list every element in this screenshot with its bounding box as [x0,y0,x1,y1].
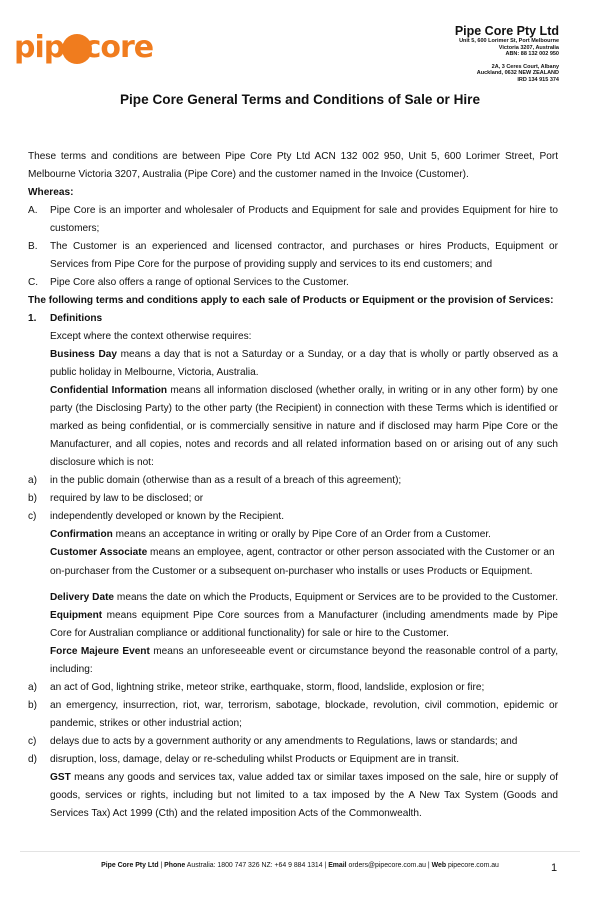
definition-text: means an unforeseeable event or circumstance beyond the reasonable control of a party, including: [50,646,559,675]
list-item [28,751,558,769]
term: Confidential Information [50,385,168,396]
section-title: Definitions [50,313,103,324]
recital-text: Pipe Core is an importer and wholesaler of Products and Equipment for sale and provides Equipment for hire to customers; [50,205,558,234]
footer-web[interactable]: pipecore.com.au [446,862,499,869]
list-label: c) [28,736,37,747]
term: Confirmation [50,529,113,540]
list-label: b) [28,493,37,504]
definition-confidential-information [28,382,558,472]
company-address-line-4: Auckland, 0632 NEW ZEALAND [476,70,559,76]
footer-email-label: Email [328,862,347,869]
definition-business-day [28,346,558,382]
list-label: c) [28,511,37,522]
definition-text: means all information disclosed (whether orally, in writing or in any other form) by one party (the Disclosing Party) to the other party (the Recipient) in connection with these Terms which is identified or marked as being confidential, or is commercially sensitive in nature and if disclosed may harm Pipe Core or the Manufacturer, and all copies, notes and records and all related information based on or arising out of any such disclosure which is not: [50,385,558,468]
list-label: b) [28,700,37,711]
footer-separator: | [158,862,165,869]
list-item [28,697,558,733]
recital-text: Pipe Core also offers a range of optional Services to the Customer. [50,277,349,288]
footer-phone: Australia: 1800 747 326 NZ: +64 9 884 1314 [185,862,323,869]
recital-label: B. [28,241,38,252]
footer-separator: | [322,862,329,869]
except-clause: Except where the context otherwise requires: [50,331,252,342]
recital-item [28,238,558,274]
list-item [28,733,558,751]
intro-paragraph: These terms and conditions are between Pipe Core Pty Ltd ACN 132 002 950, Unit 5, 600 Lorimer Street, Port Melbourne Victoria 3207, Australia (Pipe Core) and the customer named in the Invoice (Customer). [28,151,558,180]
definition-gst [28,769,558,823]
list-item [28,472,558,490]
company-ird: IRD 134 915 374 [517,76,559,83]
list-item [28,679,558,697]
whereas-heading: Whereas: [28,187,74,198]
list-text: an emergency, insurrection, riot, war, terrorism, sabotage, blockade, revolution, civil commotion, epidemic or pandemic, strikes or other industrial action; [50,700,558,729]
footer-divider [20,851,580,852]
definition-text: means an acceptance in writing or orally by Pipe Core of an Order from a Customer. [112,529,491,540]
list-label: a) [28,475,37,486]
term: GST [50,772,71,783]
recital-item [28,274,558,292]
section-number: 1. [28,313,37,324]
definition-text: means any goods and services tax, value added tax or similar taxes imposed on the sale, hire or supply of goods, services or rights, including but not limited to a tax imposed by the A New Tax System (Goods and Services Tax) Act 1999 (Cth) and the related imposition Acts of the Commonwealth. [50,772,558,819]
company-address-line-1: Unit 5, 600 Lorimer St, Port Melbourne [459,38,559,44]
logo-text: pipecore [14,30,154,65]
list-text: required by law to be disclosed; or [50,493,204,504]
company-address-line-3: 2A, 3 Ceres Court, Albany [491,63,559,70]
list-text: delays due to acts by a government authority or any amendments to Regulations, laws or standards; and [50,736,518,747]
footer-web-label: Web [431,862,447,869]
footer-phone-label: Phone [164,862,186,869]
definition-text: means a day that is not a Saturday or a Sunday, or a day that is wholly or partly observed as a public holiday in Melbourne, Victoria, Australia. [50,349,558,378]
document-title: Pipe Core General Terms and Conditions of Sale or Hire [119,92,481,107]
list-text: disruption, loss, damage, delay or re-scheduling whilst Products or Equipment are in transit. [50,754,459,765]
definition-confirmation [28,526,558,544]
term: Delivery Date [50,592,115,603]
definition-text: means the date on which the Products, Equipment or Services are to be provided to the Customer. [114,592,559,603]
list-text: an act of God, lightning strike, meteor strike, earthquake, storm, flood, landslide, explosion or fire; [50,682,485,693]
document-body [28,148,558,823]
recital-text: The Customer is an experienced and licensed contractor, and purchases or hires Products, Equipment or Services from Pipe Core for the purpose of providing supply and services to its end customers; and [50,241,558,270]
list-text: independently developed or known by the Recipient. [50,511,284,522]
term: Force Majeure Event [50,646,150,657]
section-heading [28,310,558,328]
recital-item [28,202,558,238]
definition-force-majeure [28,643,558,679]
recital-label: C. [28,277,39,288]
recital-label: A. [28,205,38,216]
list-item [28,490,558,508]
list-label: a) [28,682,37,693]
list-text: in the public domain (otherwise than as a result of a breach of this agreement); [50,475,402,486]
company-abn: ABN: 88 132 002 950 [505,51,559,57]
term: Business Day [50,349,117,360]
company-address-line-2: Victoria 3207, Australia [498,44,559,51]
page-footer [0,862,600,869]
following-terms-heading: The following terms and conditions apply to each sale of Products or Equipment or the provision of Services: [28,295,554,306]
footer-email[interactable]: orders@pipecore.com.au [346,862,426,869]
company-address-block [455,24,559,83]
company-name: Pipe Core Pty Ltd [454,24,559,38]
definition-delivery-date [28,589,558,643]
list-label: d) [28,754,37,765]
definition-customer-associate [28,544,558,581]
definition-text: means equipment Pipe Core sources from a Manufacturer (including amendments made by Pipe Core for Australian compliance or additional functionality) for sale or hire to the Customer. [50,610,558,639]
pipecore-logo [14,26,154,70]
list-item [28,508,558,526]
page-number: 1 [551,862,558,874]
footer-separator: | [425,862,432,869]
definition-text: means an employee, agent, contractor or other person associated with the Customer or an on-purchaser from the Customer or a subsequent on-purchaser who installs or uses Products or Equipment. [50,547,555,577]
term: Equipment [50,610,103,621]
term: Customer Associate [50,547,148,558]
footer-company: Pipe Core Pty Ltd [101,862,159,869]
